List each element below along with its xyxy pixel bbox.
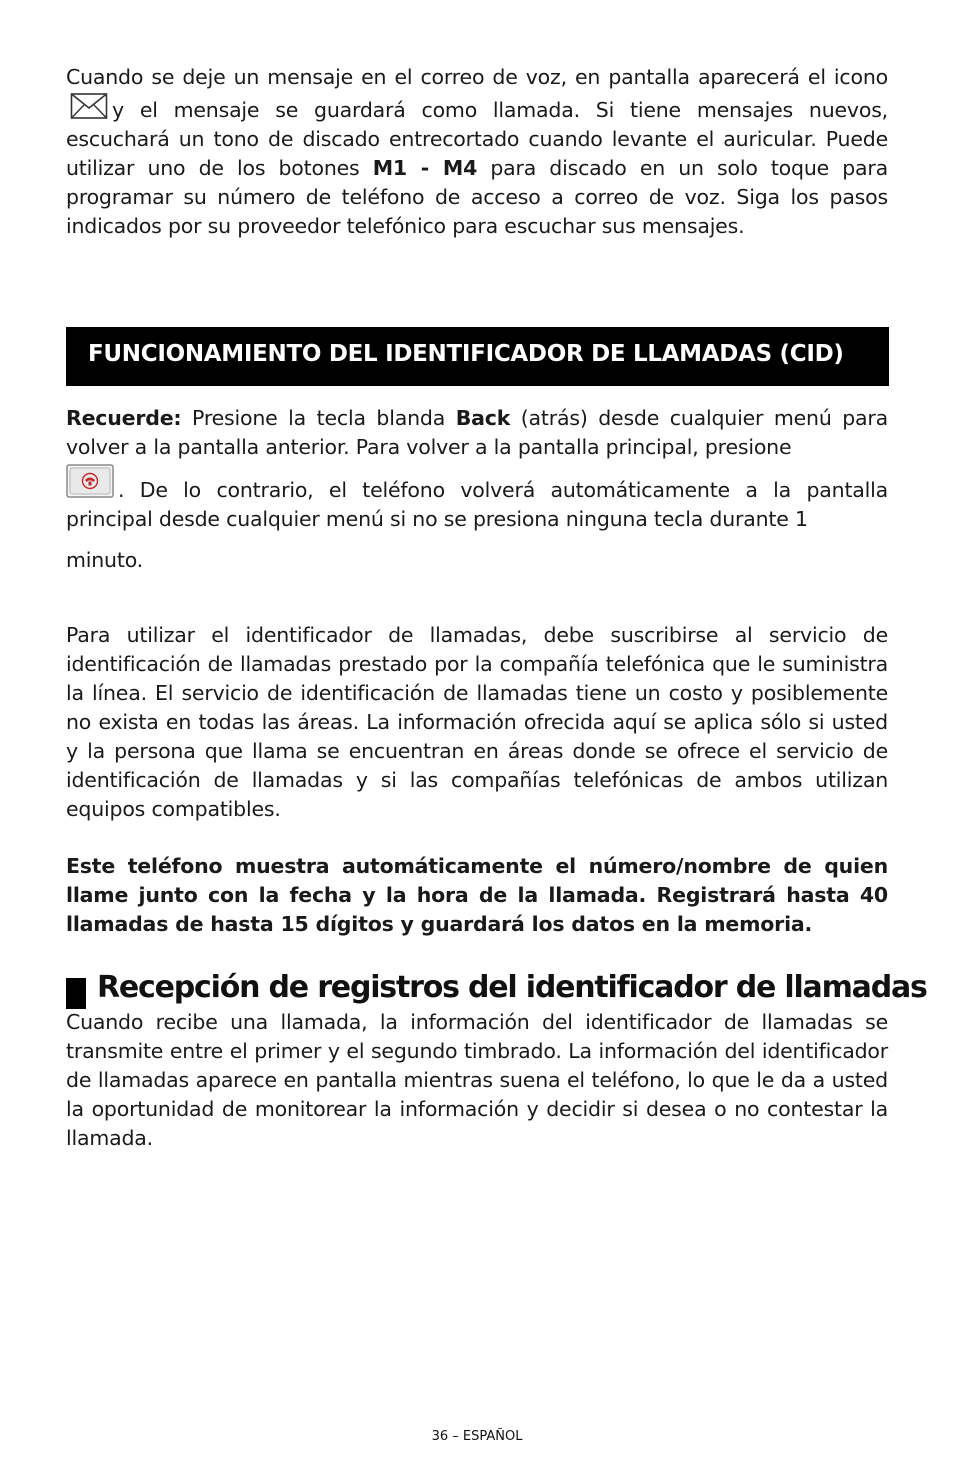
receiving-heading-title: Recepción de registros del identificador de llamadas — [97, 970, 927, 1005]
voicemail-rest: para discado en un solo toque para programar su número de teléfono de acceso a correo de voz. Siga los pasos indicados por su proveedor telefónico para escuchar sus mensajes. — [66, 156, 888, 238]
voicemail-paragraph — [66, 63, 888, 241]
reminder-paragraph — [66, 404, 888, 462]
receiving-heading — [66, 970, 927, 1012]
back-key-label: Back — [455, 406, 511, 430]
receiving-paragraph: Cuando recibe una llamada, la información del identificador de llamadas se transmite entre el primer y el segundo timbrado. La información del identificador de llamadas aparece en pantalla mientras suena el teléfono, lo que le da a usted la oportunidad de monitorear la información y decidir si desea o no contestar la llamada. — [66, 1010, 888, 1150]
reminder-continuation — [66, 476, 888, 534]
reminder-text3: . De lo contrario, el teléfono volverá automáticamente a la pantalla principal desde cualquier menú si no se presiona ninguna tecla durante 1 — [66, 478, 888, 531]
envelope-icon — [70, 92, 108, 120]
section-banner-title: FUNCIONAMIENTO DEL IDENTIFICADOR DE LLAMADAS (CID) — [88, 341, 844, 367]
subscription-paragraph: Para utilizar el identificador de llamadas, debe suscribirse al servicio de identificación de llamadas prestado por la compañía telefónica que le suministra la línea. El servicio de identificación de llamadas tiene un costo y posiblemente no exista en todas las áreas. La información ofrecida aquí se aplica sólo si usted y la persona que llama se encuentran en áreas donde se ofrece el servicio de identificación de llamadas y si las compañías telefónicas de ambos utilizan equipos compatibles. — [66, 623, 888, 821]
voicemail-line1: Cuando se deje un mensaje en el correo de voz, en pantalla aparecerá — [66, 65, 800, 89]
memory-note-paragraph: Este teléfono muestra automáticamente el número/nombre de quien llame junto con la fecha y la hora de la llamada. Registrará hasta 40 llamadas de hasta 15 dígitos y guardará los datos en la memoria. — [66, 854, 888, 936]
heading-bar-marker — [66, 978, 86, 1009]
reminder-last-line — [66, 546, 888, 575]
page-footer: 36 – ESPAÑOL — [431, 1429, 523, 1444]
m-key-dash: - — [406, 156, 443, 180]
voicemail-icon-before: el icono — [807, 65, 888, 89]
reminder-text4: minuto. — [66, 548, 143, 572]
m1-key-label: M1 — [372, 156, 407, 180]
reminder-text2: (atrás) desde cualquier menú para volver a la pantalla anterior. Para volver a la pantalla principal, presione — [66, 406, 888, 459]
reminder-text1: Presione la tecla blanda — [181, 406, 456, 430]
voicemail-icon-after: y el mensaje se guardará como llamada. Si tiene mensajes nuevos, escuchará un tono de discado entrecortado cuando levante el auricular. Puede utilizar uno de los botones — [66, 98, 888, 180]
m4-key-label: M4 — [442, 156, 478, 180]
section-banner — [66, 327, 889, 386]
reminder-label: Recuerde: — [66, 406, 182, 430]
